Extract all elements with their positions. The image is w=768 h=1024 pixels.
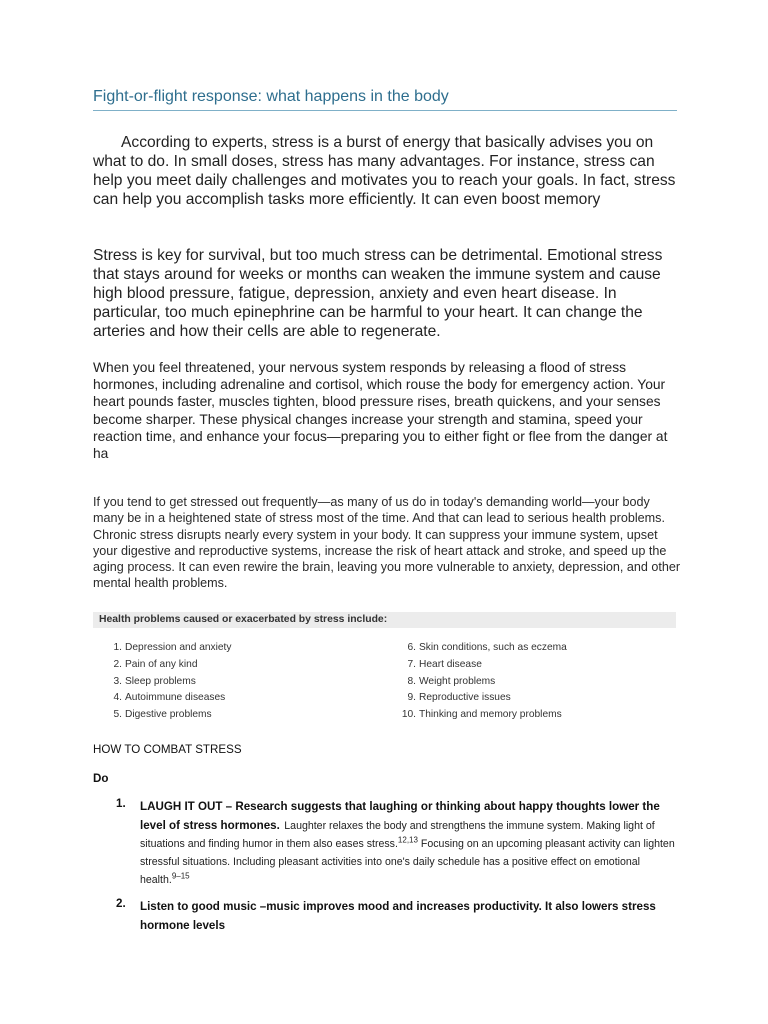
health-problems-title: Health problems caused or exacerbated by stress include: [93,612,676,628]
health-problem-text: Skin conditions, such as eczema [419,642,567,653]
health-problem-item [111,674,231,691]
citation-superscript: 9–15 [171,871,190,881]
combat-stress-heading: HOW TO COMBAT STRESS [93,743,242,756]
health-problem-text: Thinking and memory problems [419,709,562,721]
tip-number: 1. [116,797,126,810]
health-problem-number: 1. [113,642,122,653]
health-problem-number: 7. [407,658,416,670]
health-problem-text: Digestive problems [125,709,212,721]
threat-response-paragraph: When you feel threatened, your nervous system responds by releasing a flood of stress hormones, including adrenaline and cortisol, which rouse the body for emergency action. Your heart pounds faster, muscles tighten, blood pressure rises, breath quickens, and your senses become sharper. These physical changes increase your strength and stamina, speed your reaction time, and enhance your focus—preparing you to either fight or flee from the danger at ha [93,360,668,462]
health-problem-item [400,690,567,707]
health-problem-number: 2. [113,658,122,670]
health-problem-item [400,640,567,657]
intro-paragraph [93,133,683,209]
health-problem-number: 4. [113,692,122,704]
health-problem-item [400,674,567,691]
health-problem-text: Pain of any kind [125,658,198,670]
health-problem-item [111,690,231,707]
detriment-paragraph: Stress is key for survival, but too much stress can be detrimental. Emotional stress that stays around for weeks or months can weaken the immune system and cause high blood pressure, fatigue, depression, anxiety and even heart disease. In particular, too much epinephrine can be harmful to your heart. It can change the arteries and how their cells are able to regenerate. [93,247,663,340]
tip-body [140,797,676,888]
health-problem-number: 8. [407,675,416,687]
tip-music [116,897,676,934]
health-problem-text: Weight problems [419,675,496,687]
health-problem-item [400,707,567,724]
health-problem-text: Sleep problems [125,675,196,687]
tip-body [140,897,676,934]
health-problem-number: 5. [113,709,122,721]
health-problem-text: Autoimmune diseases [125,692,226,704]
tip-laugh [116,797,676,888]
intro-paragraph-text: According to experts, stress is a burst of energy that basically advises you on what to do. In small doses, stress has many advantages. For instance, stress can help you meet daily challenges and motivates you to reach your goals. In fact, stress can help you accomplish tasks more efficiently. It can even boost memory [93,134,676,208]
tip-lead: Listen to good music –music improves mood and increases productivity. It also lowers stress hormone levels [140,900,656,932]
health-problem-number: 9. [407,692,416,704]
tip-number: 2. [116,897,126,910]
health-problem-item [111,657,231,674]
health-problems-right-column [400,640,567,724]
health-problem-number: 3. [113,675,122,687]
health-problem-item [111,640,231,657]
health-problem-number: 10. [401,709,416,721]
health-problems-left-column [111,640,231,724]
health-problem-item [400,657,567,674]
health-problem-text: Depression and anxiety [125,642,232,653]
chronic-stress-paragraph: If you tend to get stressed out frequently—as many of us do in today's demanding world—your body many be in a heightened state of stress most of the time. And that can lead to serious health problems. Chronic stress disrupts nearly every system in your body. It can suppress your immune system, upset your digestive and reproductive systems, increase the risk of heart attack and stroke, and speed up the aging process. It can even rewire the brain, leaving you more vulnerable to anxiety, depression, and other mental health problems. [93,495,681,591]
health-problem-item [111,707,231,724]
health-problems-box [93,612,676,721]
tip-detail-text: Focusing on an upcoming pleasant activity can lighten stressful situations. Including pleasant activities into one's daily schedule has a positive effect on emotional health. [140,838,675,886]
tip-detail-text: Laughter relaxes the body and strengthens the immune system. Making light of situations and finding humor in them also eases stress. [140,819,655,850]
section-heading: Fight-or-flight response: what happens in the body [93,87,677,111]
health-problem-text: Heart disease [419,658,482,670]
do-label: Do [93,772,109,785]
citation-superscript: 12,13 [397,835,418,845]
health-problem-number: 6. [407,642,416,653]
tip-lead: LAUGH IT OUT – Research suggests that laughing or thinking about happy thoughts lower the level of stress hormones. [140,800,660,832]
health-problem-text: Reproductive issues [419,692,511,704]
